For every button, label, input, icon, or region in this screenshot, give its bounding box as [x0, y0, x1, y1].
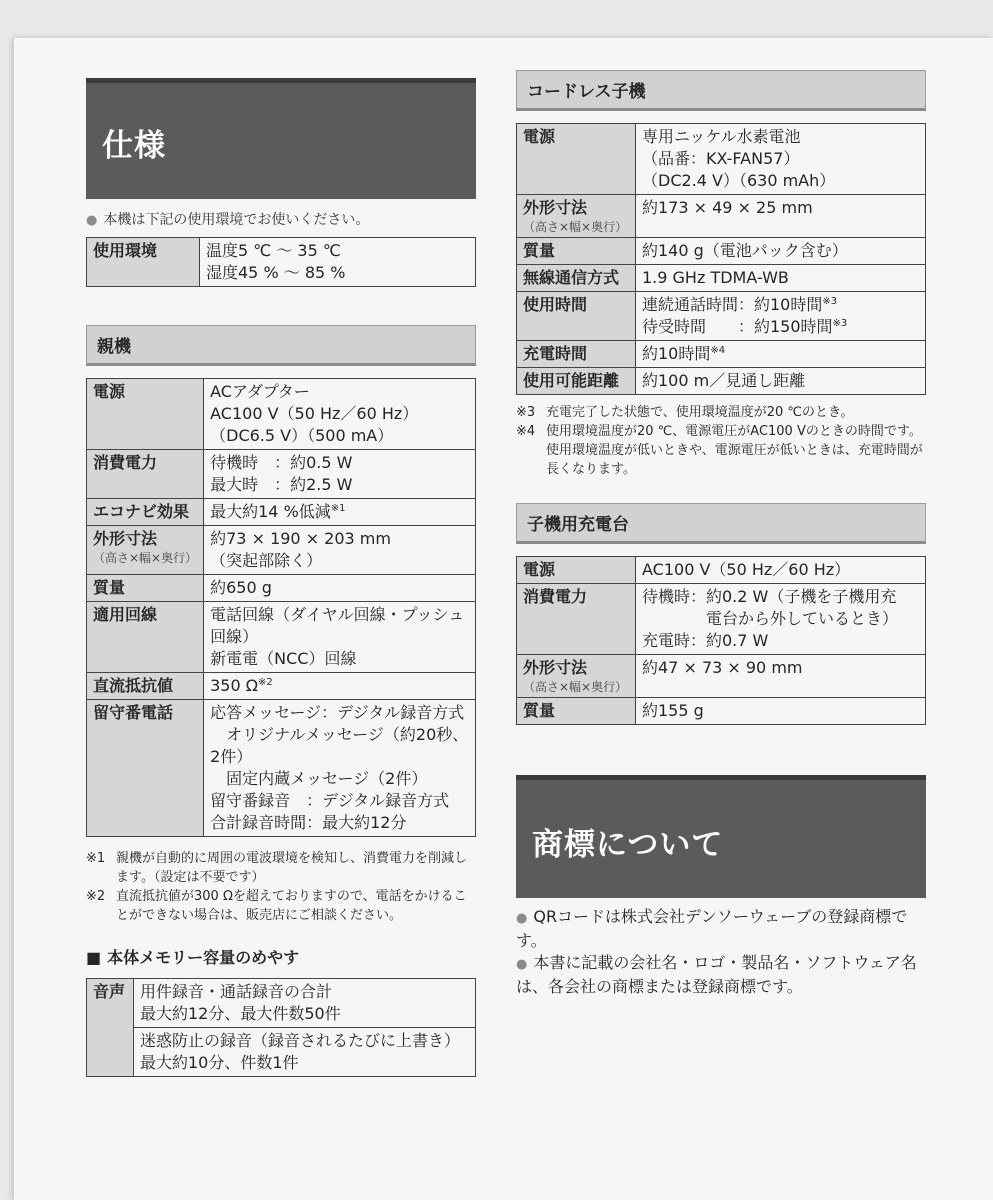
row-value-text: 約47 × 73 × 90 mm	[642, 658, 803, 677]
base_unit-row-value	[204, 602, 476, 673]
base-footnotes	[86, 849, 476, 925]
row-value-line	[642, 657, 919, 679]
row-label-text: 消費電力	[523, 587, 588, 606]
environment-value	[200, 238, 476, 287]
row-value-line	[210, 528, 469, 550]
row-value-text: 待受時間 ：約150時間	[642, 317, 833, 336]
memory-cell-1-line-1: 用件録音・通話録音の合計	[140, 982, 333, 1001]
row-value-text: 約650 g	[210, 578, 272, 597]
row-value-text: オリジナルメッセージ（約20秒、2件）	[210, 725, 469, 766]
handset-row-value	[636, 368, 926, 395]
row-value-line	[210, 812, 469, 834]
row-value-text: （突起部除く）	[210, 551, 323, 570]
charger-row	[517, 698, 926, 725]
row-label-text: 外形寸法	[523, 198, 588, 217]
footnote-ref: ※3	[832, 318, 848, 329]
row-value-text: 350 Ω	[210, 676, 258, 695]
base_unit-row	[87, 602, 476, 673]
charger-row-label	[517, 557, 636, 584]
row-value-text: 充電時：約0.7 W	[642, 631, 769, 650]
footnote-ref: ※2	[257, 677, 273, 688]
handset-row	[517, 124, 926, 195]
row-label-text: エコナビ効果	[93, 502, 190, 521]
row-label-text: 適用回線	[93, 605, 158, 624]
handset-row	[517, 265, 926, 292]
handset-row-label	[517, 195, 636, 238]
memory-label: 音声	[87, 979, 134, 1077]
row-value-text: （DC6.5 V）（500 mA）	[210, 426, 394, 445]
row-value-text: （DC2.4 V）（630 mAh）	[642, 171, 836, 190]
row-value-line	[210, 452, 469, 474]
base_unit-row-label	[87, 673, 204, 700]
base_unit-row-value	[204, 700, 476, 837]
row-label-text: 質量	[523, 701, 556, 720]
row-value-line	[642, 240, 919, 262]
memory-cell-1-line-2: 最大約12分、最大件数50件	[140, 1004, 341, 1023]
charger-row-value	[636, 698, 926, 725]
footnote-mark: ※3	[516, 405, 536, 420]
row-label-text: 電源	[523, 127, 556, 146]
row-value-line	[210, 474, 469, 496]
row-value-text: 約140 g（電池パック含む）	[642, 241, 848, 260]
row-value-line	[210, 501, 469, 523]
row-value-line	[642, 197, 919, 219]
footnote-ref: ※1	[330, 503, 346, 514]
row-value-line	[210, 790, 469, 812]
spec-title: 仕様	[102, 128, 166, 164]
row-value-line	[642, 586, 919, 608]
base_unit-row-value	[204, 575, 476, 602]
usage-note: ● 本機は下記の使用環境でお使いください。	[86, 209, 476, 229]
footnote-mark: ※1	[86, 851, 106, 866]
row-label-text: 電源	[523, 560, 556, 579]
environment-label: 使用環境	[87, 238, 200, 287]
handset-row	[517, 341, 926, 368]
row-value-text: AC100 V（50 Hz／60 Hz）	[210, 404, 419, 423]
memory-heading: ■ 本体メモリー容量のめやす	[86, 945, 476, 968]
footnote	[86, 849, 476, 887]
row-value-line	[210, 577, 469, 599]
row-label-text: 消費電力	[93, 453, 158, 472]
memory-table	[86, 978, 476, 1077]
row-value-line	[210, 425, 469, 447]
row-value-text: 約73 × 190 × 203 mm	[210, 529, 391, 548]
base-unit-table	[86, 378, 476, 837]
base_unit-row	[87, 499, 476, 526]
trademark-list	[516, 906, 926, 998]
handset-footnotes	[516, 403, 926, 479]
row-value-line	[642, 294, 919, 316]
row-label-text: 外形寸法	[93, 529, 158, 548]
footnote-mark: ※2	[86, 889, 106, 904]
row-value-text: 留守番録音 ：デジタル録音方式	[210, 791, 450, 810]
handset-row-value	[636, 265, 926, 292]
charger-heading: 子機用充電台	[516, 503, 926, 544]
base_unit-row-value	[204, 450, 476, 499]
footnote-ref: ※3	[822, 296, 838, 307]
row-label-text: 外形寸法	[523, 658, 588, 677]
row-value-text: ACアダプター	[210, 382, 310, 401]
base_unit-row-label	[87, 499, 204, 526]
row-value-text: 専用ニッケル水素電池	[642, 127, 801, 146]
charger-table	[516, 556, 926, 725]
footnote-mark: ※4	[516, 424, 536, 439]
handset-row-value	[636, 195, 926, 238]
row-value-line	[210, 675, 469, 697]
row-value-text: 固定内蔵メッセージ（2件）	[210, 769, 428, 788]
row-value-line	[642, 126, 919, 148]
environment-table	[86, 237, 476, 287]
row-value-text: （品番：KX-FAN57）	[642, 149, 800, 168]
row-sublabel: （高さ×幅×奥行）	[523, 220, 628, 234]
footnote-text: 直流抵抗値が300 Ωを超えておりますので、電話をかけることができない場合は、販売店にご相談ください。	[116, 889, 467, 923]
base_unit-row-value	[204, 526, 476, 575]
handset-row-label	[517, 238, 636, 265]
row-value-text: 約173 × 49 × 25 mm	[642, 198, 813, 217]
spec-title-bar	[86, 78, 476, 199]
handset-table	[516, 123, 926, 395]
row-value-text: 合計録音時間：最大約12分	[210, 813, 407, 832]
row-value-text: 待機時 ：約0.5 W	[210, 453, 353, 472]
trademark-title: 商標について	[532, 827, 724, 863]
row-value-text: 約155 g	[642, 701, 704, 720]
row-label-text: 電源	[93, 382, 126, 401]
row-value-text: 電話回線（ダイヤル回線・プッシュ回線）	[210, 605, 465, 646]
base_unit-row-label	[87, 602, 204, 673]
trademark-item: ● 本書に記載の会社名・ロゴ・製品名・ソフトウェア名は、各会社の商標または登録商標です。	[516, 952, 926, 998]
handset-row-label	[517, 124, 636, 195]
row-value-line	[642, 700, 919, 722]
row-label-text: 無線通信方式	[523, 268, 620, 287]
right-column	[516, 70, 926, 998]
charger-row-value	[636, 557, 926, 584]
row-value-line	[210, 604, 469, 648]
footnote	[86, 887, 476, 925]
base_unit-row-label	[87, 526, 204, 575]
charger-row	[517, 557, 926, 584]
handset-row	[517, 368, 926, 395]
handset-row-value	[636, 341, 926, 368]
row-value-text: 最大約14 %低減	[210, 502, 331, 521]
memory-cell-2-line-2: 最大約10分、件数1件	[140, 1053, 299, 1072]
row-label-text: 使用可能距離	[523, 371, 620, 390]
row-value-line	[642, 170, 919, 192]
row-value-line	[210, 381, 469, 403]
row-value-line	[642, 267, 919, 289]
handset-row	[517, 195, 926, 238]
trademark-item: ● QRコードは株式会社デンソーウェーブの登録商標です。	[516, 906, 926, 952]
handset-row-label	[517, 368, 636, 395]
environment-humidity: 湿度45 % ～ 85 %	[206, 263, 346, 282]
base_unit-row	[87, 673, 476, 700]
memory-cell-2	[134, 1028, 476, 1077]
row-value-line	[642, 148, 919, 170]
handset-row-label	[517, 265, 636, 292]
charger-row-label	[517, 655, 636, 698]
base_unit-row-label	[87, 450, 204, 499]
charger-row	[517, 655, 926, 698]
base_unit-row-value	[204, 499, 476, 526]
base_unit-row	[87, 575, 476, 602]
row-value-line	[642, 343, 919, 365]
charger-row	[517, 584, 926, 655]
row-value-text: 連続通話時間：約10時間	[642, 295, 823, 314]
row-value-text: 電台から外しているとき）	[642, 609, 899, 628]
base_unit-row-label	[87, 700, 204, 837]
base_unit-row-label	[87, 575, 204, 602]
charger-row-label	[517, 584, 636, 655]
base_unit-row	[87, 450, 476, 499]
left-column	[86, 78, 476, 1077]
row-value-line	[210, 403, 469, 425]
charger-row-label	[517, 698, 636, 725]
row-label-text: 質量	[93, 578, 126, 597]
row-label-text: 使用時間	[523, 295, 588, 314]
base_unit-row	[87, 526, 476, 575]
footnote	[516, 422, 926, 479]
row-label-text: 質量	[523, 241, 556, 260]
row-value-text: 約100 m／見通し距離	[642, 371, 806, 390]
handset-row-value	[636, 292, 926, 341]
row-value-text: 最大時 ：約2.5 W	[210, 475, 353, 494]
row-sublabel: （高さ×幅×奥行）	[93, 551, 198, 565]
row-value-line	[642, 316, 919, 338]
trademark-title-bar	[516, 775, 926, 898]
row-label-text: 直流抵抗値	[93, 676, 174, 695]
row-value-text: 新電電（NCC）回線	[210, 649, 357, 668]
memory-cell-1	[134, 979, 476, 1028]
charger-row-value	[636, 584, 926, 655]
handset-row-value	[636, 124, 926, 195]
base_unit-row	[87, 700, 476, 837]
footnote-text: 親機が自動的に周囲の電波環境を検知し、消費電力を削減します。（設定は不要です）	[116, 851, 468, 885]
footnote-text: 使用環境温度が20 ℃、電源電圧がAC100 Vのときの時間です。使用環境温度が低いときや、電源電圧が低いときは、充電時間が長くなります。	[546, 424, 923, 477]
handset-row-label	[517, 292, 636, 341]
environment-temp: 温度5 ℃ ～ 35 ℃	[206, 241, 341, 260]
row-value-line	[210, 648, 469, 670]
row-value-text: 応答メッセージ：デジタル録音方式	[210, 703, 465, 722]
base-unit-heading: 親機	[86, 325, 476, 366]
base_unit-row-label	[87, 379, 204, 450]
row-value-line	[210, 702, 469, 724]
row-value-text: 待機時：約0.2 W（子機を子機用充	[642, 587, 897, 606]
base_unit-row-value	[204, 673, 476, 700]
handset-row	[517, 238, 926, 265]
row-value-line	[642, 559, 919, 581]
row-value-line	[210, 768, 469, 790]
handset-row-value	[636, 238, 926, 265]
row-value-text: 1.9 GHz TDMA-WB	[642, 268, 789, 287]
row-value-line	[642, 630, 919, 652]
memory-cell-2-line-1: 迷惑防止の録音（録音されるたびに上書き）	[140, 1031, 461, 1050]
charger-row-value	[636, 655, 926, 698]
row-value-text: 約10時間	[642, 344, 711, 363]
row-label-text: 充電時間	[523, 344, 588, 363]
handset-heading: コードレス子機	[516, 70, 926, 111]
row-value-line	[210, 724, 469, 768]
footnote-text: 充電完了した状態で、使用環境温度が20 ℃のとき。	[546, 405, 854, 420]
base_unit-row-value	[204, 379, 476, 450]
row-label-text: 留守番電話	[93, 703, 174, 722]
footnote-ref: ※4	[710, 345, 726, 356]
row-value-line	[642, 370, 919, 392]
row-value-text: AC100 V（50 Hz／60 Hz）	[642, 560, 851, 579]
row-sublabel: （高さ×幅×奥行）	[523, 680, 628, 694]
row-value-line	[210, 550, 469, 572]
base_unit-row	[87, 379, 476, 450]
handset-row-label	[517, 341, 636, 368]
handset-row	[517, 292, 926, 341]
row-value-line	[642, 608, 919, 630]
footnote	[516, 403, 926, 422]
